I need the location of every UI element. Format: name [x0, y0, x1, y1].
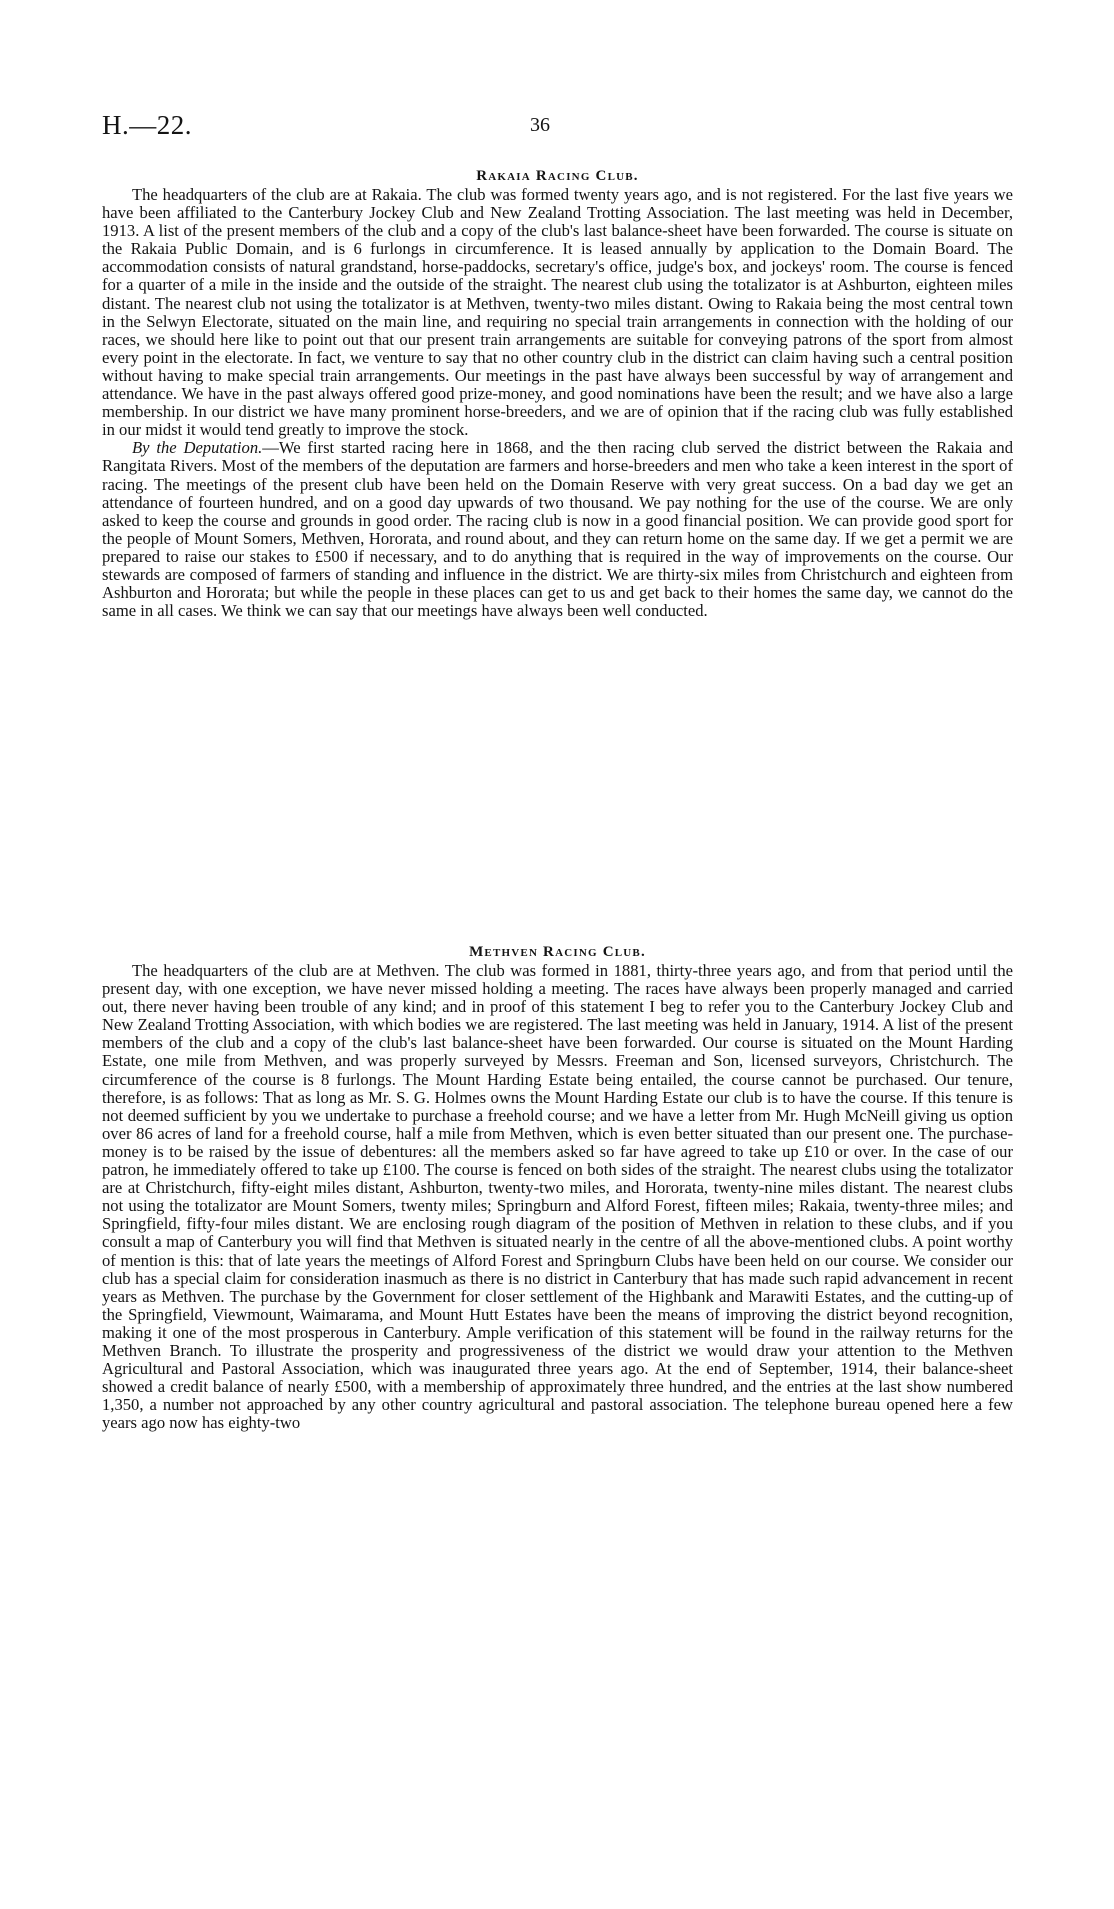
section-methven-racing-club: [102, 942, 1013, 1432]
paragraph: [102, 186, 1013, 439]
speaker-label: By the Deputation.: [132, 438, 263, 458]
section-title: Methven Racing Club.: [469, 944, 646, 960]
paragraph-text: —We first started racing here in 1868, and the then racing club served the district between the Rakaia and Rangitata Rivers. Most of the members of the deputation are farmers and horse-breeders and men who take a keen interest in the sport of racing. The meetings of the present club have been held on the Domain Reserve with very great success. On a bad day we get an attendance of fourteen hundred, and on a good day upwards of two thousand. We pay nothing for the use of the course. We are only asked to keep the course and grounds in good order. The racing club is now in a good financial position. We can provide good sport for the people of Mount Somers, Methven, Hororata, and round about, and they can return home on the same day. If we get a permit we are prepared to raise our stakes to £500 if necessary, and to do anything that is required in the way of improvements on the course. Our stewards are composed of farmers of standing and influence in the district. We are thirty-six miles from Christchurch and eighteen from Ashburton and Hororata; but while the people in these places can get to us and get back to their homes the same day, we cannot do the same in all cases. We think we can say that our meetings have always been well conducted.: [102, 438, 1014, 621]
paragraph-text: The headquarters of the club are at Rakaia. The club was formed twenty years ago, and is not registered. For the last five years we have been affiliated to the Canterbury Jockey Club and New Zealand Trotting Association. The last meeting was held in December, 1913. A list of the present members of the club and a copy of the club's last balance-sheet have been forwarded. The course is situate on the Rakaia Public Domain, and is 6 furlongs in circumference. It is leased annually by application to the Domain Board. The accommodation consists of natural grandstand, horse-paddocks, secretary's office, judge's box, and jockeys' room. The course is fenced for a quarter of a mile in the inside and the outside of the straight. The nearest club using the totalizator is at Ashburton, eighteen miles distant. The nearest club not using the totalizator is at Methven, twenty-two miles distant. Owing to Rakaia being the most central town in the Selwyn Electorate, situated on the main line, and requiring no special train arrangements in connection with the holding of our races, we should here like to point out that our present train arrangements are suitable for conveying patrons of the sport from almost every point in the electorate. In fact, we venture to say that no other country club in the district can claim having such a central position without having to make special train arrangements. Our meetings in the past have always been successful by way of arrangement and attendance. We have in the past always offered good prize-money, and good nominations have been the result; and we have also a large membership. In our district we have many prominent horse-breeders, and we are of opinion that if the racing club was fully established in our midst it would tend greatly to improve the stock.: [102, 185, 1013, 440]
page-number: 36: [530, 114, 550, 136]
section-rakaia-racing-club: [102, 166, 1013, 620]
paragraph: [102, 439, 1013, 620]
paragraph: [102, 962, 1013, 1432]
section-title: Rakaia Racing Club.: [476, 168, 639, 184]
running-header: [102, 104, 1012, 144]
document-reference: H.—22.: [102, 110, 192, 140]
paragraph-text: The headquarters of the club are at Methven. The club was formed in 1881, thirty-three years ago, and from that period until the present day, with one exception, we have never missed holding a meeting. The races have always been properly managed and carried out, there never having been trouble of any kind; and in proof of this statement I beg to refer you to the Canterbury Jockey Club and New Zealand Trotting Association, with which bodies we are registered. The last meeting was held in January, 1914. A list of the present members of the club and a copy of the club's last balance-sheet have been forwarded. Our course is situated on the Mount Harding Estate, one mile from Methven, and was properly surveyed by Messrs. Freeman and Son, licensed surveyors, Christchurch. The circumference of the course is 8 furlongs. The Mount Harding Estate being entailed, the course cannot be purchased. Our tenure, therefore, is as follows: That as long as Mr. S. G. Holmes owns the Mount Harding Estate our club is to have the course. If this tenure is not deemed sufficient by you we undertake to purchase a freehold course; and we have a letter from Mr. Hugh McNeill giving us option over 86 acres of land for a freehold course, half a mile from Methven, which is even better situated than our present one. The purchase-money is to be raised by the issue of debentures: all the members asked so far have agreed to take up £10 or over. In the case of our patron, he immediately offered to take up £100. The course is fenced on both sides of the straight. The nearest clubs using the totalizator are at Christchurch, fifty-eight miles distant, Ashburton, twenty-two miles, and Hororata, twenty-nine miles distant. The nearest clubs not using the totalizator are Mount Somers, twenty miles; Springburn and Alford Forest, fifteen miles; Rakaia, twenty-three miles; and Springfield, fifty-four miles distant. We are enclosing rough diagram of the position of Methven in relation to these clubs, and if you consult a map of Canterbury you will find that Methven is situated nearly in the centre of all the above-mentioned clubs. A point worthy of mention is this: that of late years the meetings of Alford Forest and Springburn Clubs have been held on our course. We consider our club has a special claim for consideration inasmuch as there is no district in Canterbury that has made such rapid advancement in recent years as Methven. The purchase by the Government for closer settlement of the Highbank and Marawiti Estates, and the cutting-up of the Springfield, Viewmount, Waimarama, and Mount Hutt Estates have been the means of improving the district beyond recognition, making it one of the most prosperous in Canterbury. Ample verification of this statement will be found in the railway returns for the Methven Branch. To illustrate the prosperity and progressiveness of the district we would draw your attention to the Methven Agricultural and Pastoral Association, which was inaugurated three years ago. At the end of September, 1914, their balance-sheet showed a credit balance of nearly £500, with a membership of approximately three hundred, and the entries at the last show numbered 1,350, a number not approached by any other country agricultural and pastoral association. The telephone bureau opened here a few years ago now has eighty-two: [102, 961, 1013, 1433]
